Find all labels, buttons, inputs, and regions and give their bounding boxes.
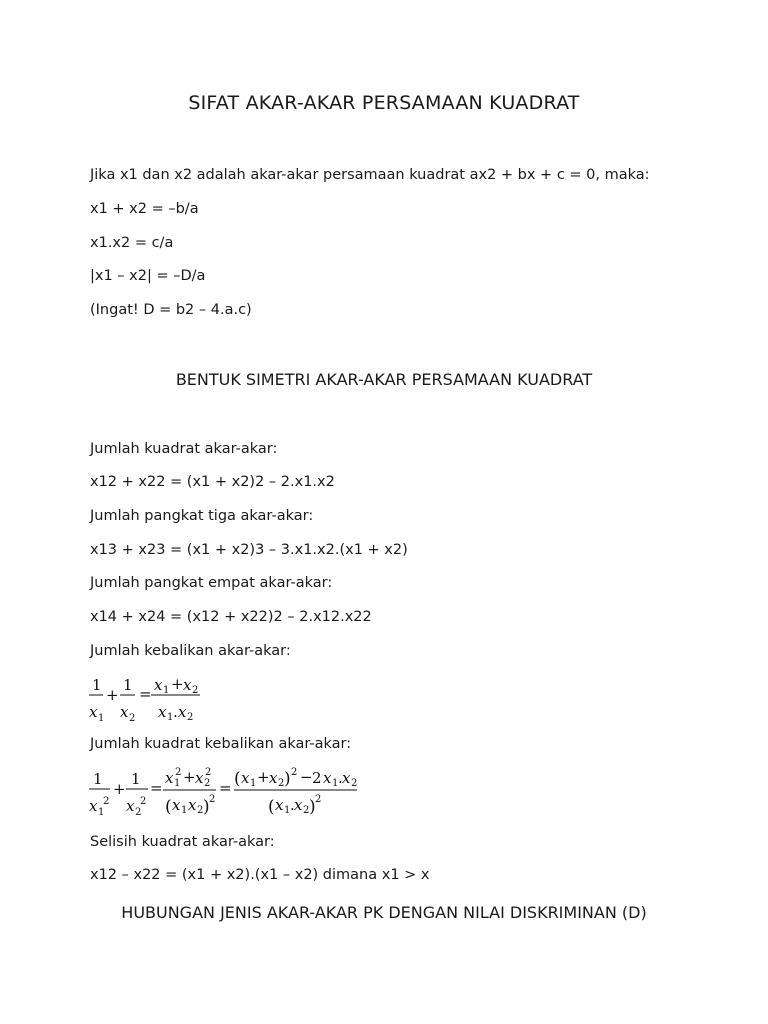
f2-d-sup: 2 [209,794,216,805]
f2-x-a: x [89,797,98,815]
f2-n-sub2: 2 [204,778,211,789]
num-one-b: 1 [123,676,133,694]
den-sub2: 2 [187,712,194,723]
f2-m-sup: 2 [291,767,298,778]
f2-e-lp: ( [268,797,275,817]
den-sub1: 1 [167,712,174,723]
f2-m-plus: + [257,768,270,786]
difference-squares-formula: x12 – x22 = (x1 + x2).(x1 – x2) dimana x1 > x [90,867,430,883]
f2-m-sub1b: 1 [332,778,339,789]
f2-m-sub2b: 2 [351,778,358,789]
f2-n-x2: x [195,769,204,787]
sum-squares-formula: x12 + x22 = (x1 + x2)2 – 2.x1.x2 [90,474,335,490]
f2-d-x2: x [188,796,197,814]
f2-m-dot: . [338,769,343,787]
f2-sup-b: 2 [140,796,147,807]
prop-reminder: (Ingat! D = b2 – 4.a.c) [90,302,252,318]
f2-m-lp: ( [234,769,241,789]
f2-equals-a: = [150,779,163,797]
den-x1: x [158,703,167,721]
f2-n-x1: x [165,769,174,787]
f2-m-x2: x [269,769,278,787]
f2-e-dot: . [290,796,295,814]
prop-difference: |x1 – x2| = –D/a [90,268,206,284]
f2-sub-b: 2 [135,807,142,818]
f2-d-sub2: 2 [197,805,204,816]
den-sub-b: 2 [129,713,136,724]
f2-one-a: 1 [93,770,103,788]
f2-m-x2b: x [342,769,351,787]
f2-one-b: 1 [131,770,141,788]
sum-squared-reciprocal-label: Jumlah kuadrat kebalikan akar-akar: [90,736,352,752]
num-x2: x [183,676,192,694]
f2-e-sub2: 2 [303,805,310,816]
f2-e-x1: x [275,796,284,814]
den-dot: . [173,703,178,721]
sum-reciprocal-label: Jumlah kebalikan akar-akar: [90,643,291,659]
f2-n-sub1: 1 [174,778,181,789]
section-title-discriminant: HUBUNGAN JENIS AKAR-AKAR PK DENGAN NILAI DISKRIMINAN (D) [121,903,647,922]
num-plus: + [171,675,184,693]
f2-plus-a: + [113,780,126,798]
f2-d-rp: ) [203,797,210,817]
f2-m-x1b: x [323,769,332,787]
reciprocal-sum-formula [88,672,218,728]
f2-n-sup2: 2 [205,767,212,778]
f2-d-sub1: 1 [181,805,188,816]
difference-squares-label: Selisih kuadrat akar-akar: [90,834,275,850]
sum-fourth-formula: x14 + x24 = (x12 + x22)2 – 2.x12.x22 [90,609,372,625]
section-title-symmetric: BENTUK SIMETRI AKAR-AKAR PERSAMAAN KUADRAT [175,370,593,389]
f2-m-rp: ) [284,769,291,789]
f2-e-rp: ) [309,797,316,817]
f2-m-minus: − [300,768,313,786]
sum-cubes-label: Jumlah pangkat tiga akar-akar: [90,508,314,524]
f2-sup-a: 2 [103,796,110,807]
intro-text: Jika x1 dan x2 adalah akar-akar persamaan kuadrat ax2 + bx + c = 0, maka: [90,167,650,183]
equals-a: = [139,685,152,703]
sum-squares-label: Jumlah kuadrat akar-akar: [90,441,278,457]
num-x1: x [154,676,163,694]
den-x-b: x [120,703,129,721]
num-sub1: 1 [163,685,170,696]
den-x2: x [178,703,187,721]
f2-m-sub2: 2 [278,778,285,789]
plus-a: + [106,686,119,704]
f2-e-x2: x [294,796,303,814]
f2-n-sup1: 2 [175,767,182,778]
sum-cubes-formula: x13 + x23 = (x1 + x2)3 – 3.x1.x2.(x1 + x2) [90,542,408,558]
f2-x-b: x [126,797,135,815]
page-title: SIFAT AKAR-AKAR PERSAMAAN KUADRAT [188,92,580,114]
prop-sum: x1 + x2 = –b/a [90,201,199,217]
den-x-a: x [89,703,98,721]
f2-m-x1: x [241,769,250,787]
f2-n-plus: + [183,768,196,786]
num-one-a: 1 [92,676,102,694]
f2-sub-a: 1 [98,807,105,818]
reciprocal-squares-formula [88,764,358,824]
f2-e-sub1: 1 [284,805,291,816]
sum-fourth-label: Jumlah pangkat empat akar-akar: [90,575,333,591]
num-sub2: 2 [192,685,199,696]
f2-d-lp: ( [165,797,172,817]
f2-e-sup: 2 [315,794,322,805]
f2-m-two: 2 [312,769,322,787]
f2-m-sub1: 1 [250,778,257,789]
prop-product: x1.x2 = c/a [90,235,174,251]
f2-d-x1: x [172,796,181,814]
f2-equals-b: = [219,779,232,797]
den-sub-a: 1 [98,713,105,724]
